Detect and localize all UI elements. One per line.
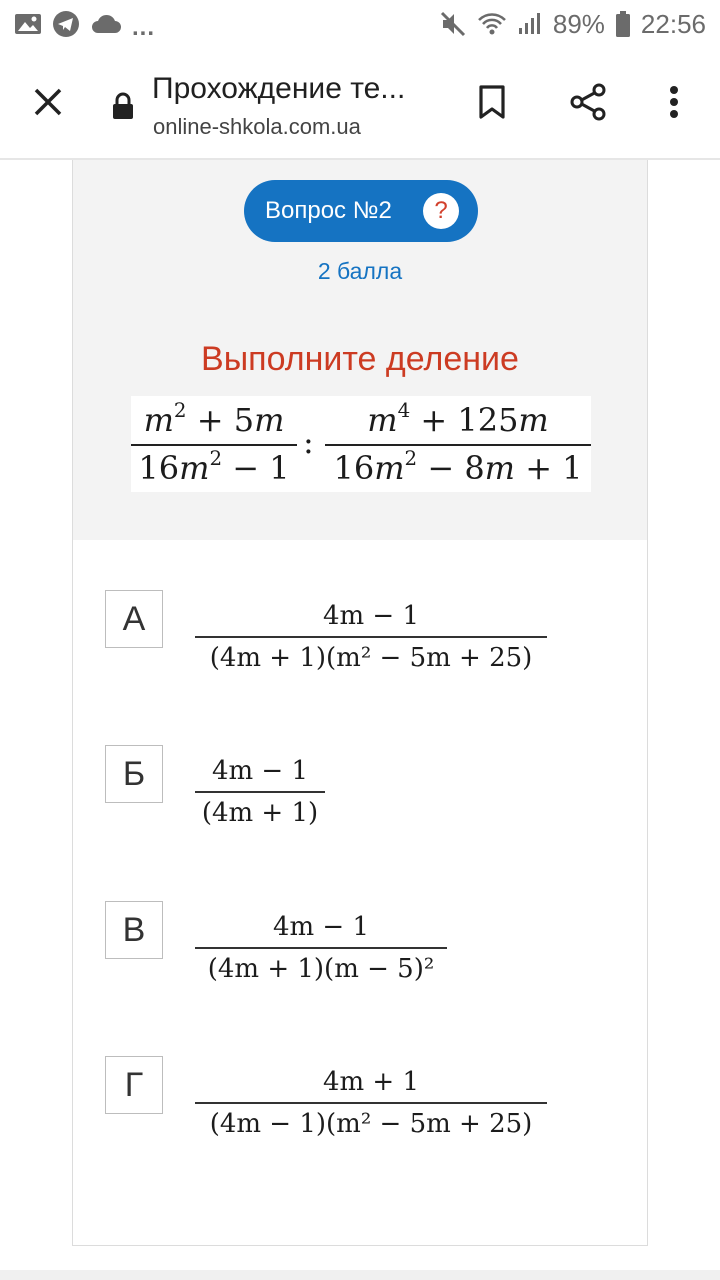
help-icon[interactable]: ? [423, 193, 459, 229]
wifi-icon [477, 12, 507, 36]
fraction-2-numerator: $m^4 + 125m$ [367, 399, 549, 439]
question-area [73, 160, 647, 540]
answer-c-numerator: 4m − 1 [272, 912, 370, 942]
answer-c-fraction [195, 907, 447, 989]
answer-a-fraction [195, 596, 547, 678]
answer-letter-a[interactable]: А [105, 590, 163, 648]
status-overflow: ... [132, 14, 156, 41]
lock-icon [110, 92, 136, 120]
answer-d-numerator: 4m + 1 [322, 1067, 420, 1097]
answer-option-c[interactable] [105, 901, 635, 1021]
signal-icon [517, 12, 543, 36]
close-button[interactable] [22, 78, 74, 130]
answer-b-fraction [195, 751, 325, 833]
page-title[interactable]: Прохождение те... [152, 72, 406, 105]
question-number-pill[interactable] [244, 180, 478, 242]
answer-option-a[interactable] [105, 590, 635, 710]
status-bar-right [439, 9, 706, 40]
answer-b-numerator: 4m − 1 [211, 756, 309, 786]
bookmark-icon [478, 85, 506, 124]
gallery-icon [14, 12, 42, 36]
question-points: 2 балла [317, 258, 403, 284]
answer-option-d[interactable] [105, 1056, 635, 1176]
status-bar [0, 0, 720, 48]
close-icon [33, 87, 63, 122]
answer-a-denominator: (4m + 1)(m² − 5m + 25) [209, 643, 533, 673]
division-operator: : [303, 423, 314, 461]
mute-icon [439, 10, 467, 38]
page-url[interactable]: online-shkola.com.ua [153, 114, 361, 139]
answer-letter-b[interactable]: Б [105, 745, 163, 803]
expression-fraction-1 [131, 396, 297, 490]
question-expression [131, 396, 591, 492]
fraction-2-denominator: $16m^2 - 8m + 1$ [333, 447, 583, 487]
question-number-label: Вопрос №2 [265, 197, 392, 224]
more-menu-button[interactable] [648, 78, 700, 130]
question-card [72, 160, 648, 1246]
answer-d-denominator: (4m − 1)(m² − 5m + 25) [209, 1109, 533, 1139]
status-time: 22:56 [640, 8, 706, 39]
more-vert-icon [668, 85, 680, 124]
status-bar-left [14, 10, 156, 41]
cloud-icon [90, 13, 122, 35]
answer-option-b[interactable] [105, 745, 635, 865]
answer-d-fraction [195, 1062, 547, 1144]
share-button[interactable] [562, 78, 614, 130]
fraction-1-denominator: $16m^2 - 1$ [138, 447, 290, 487]
answer-letter-c[interactable]: В [105, 901, 163, 959]
expression-fraction-2 [325, 396, 591, 490]
battery-icon [615, 10, 631, 38]
answer-letter-d[interactable]: Г [105, 1056, 163, 1114]
telegram-icon [52, 10, 80, 38]
question-task: Выполните деление [201, 340, 519, 378]
answer-b-denominator: (4m + 1) [201, 798, 319, 828]
fraction-1-numerator: $m^2 + 5m$ [143, 399, 285, 439]
answer-c-denominator: (4m + 1)(m − 5)² [207, 954, 435, 984]
bottom-edge [0, 1270, 720, 1280]
bookmark-button[interactable] [466, 78, 518, 130]
answer-a-numerator: 4m − 1 [322, 601, 420, 631]
battery-percent: 89% [552, 8, 605, 39]
browser-toolbar [0, 48, 720, 160]
share-icon [569, 83, 607, 126]
